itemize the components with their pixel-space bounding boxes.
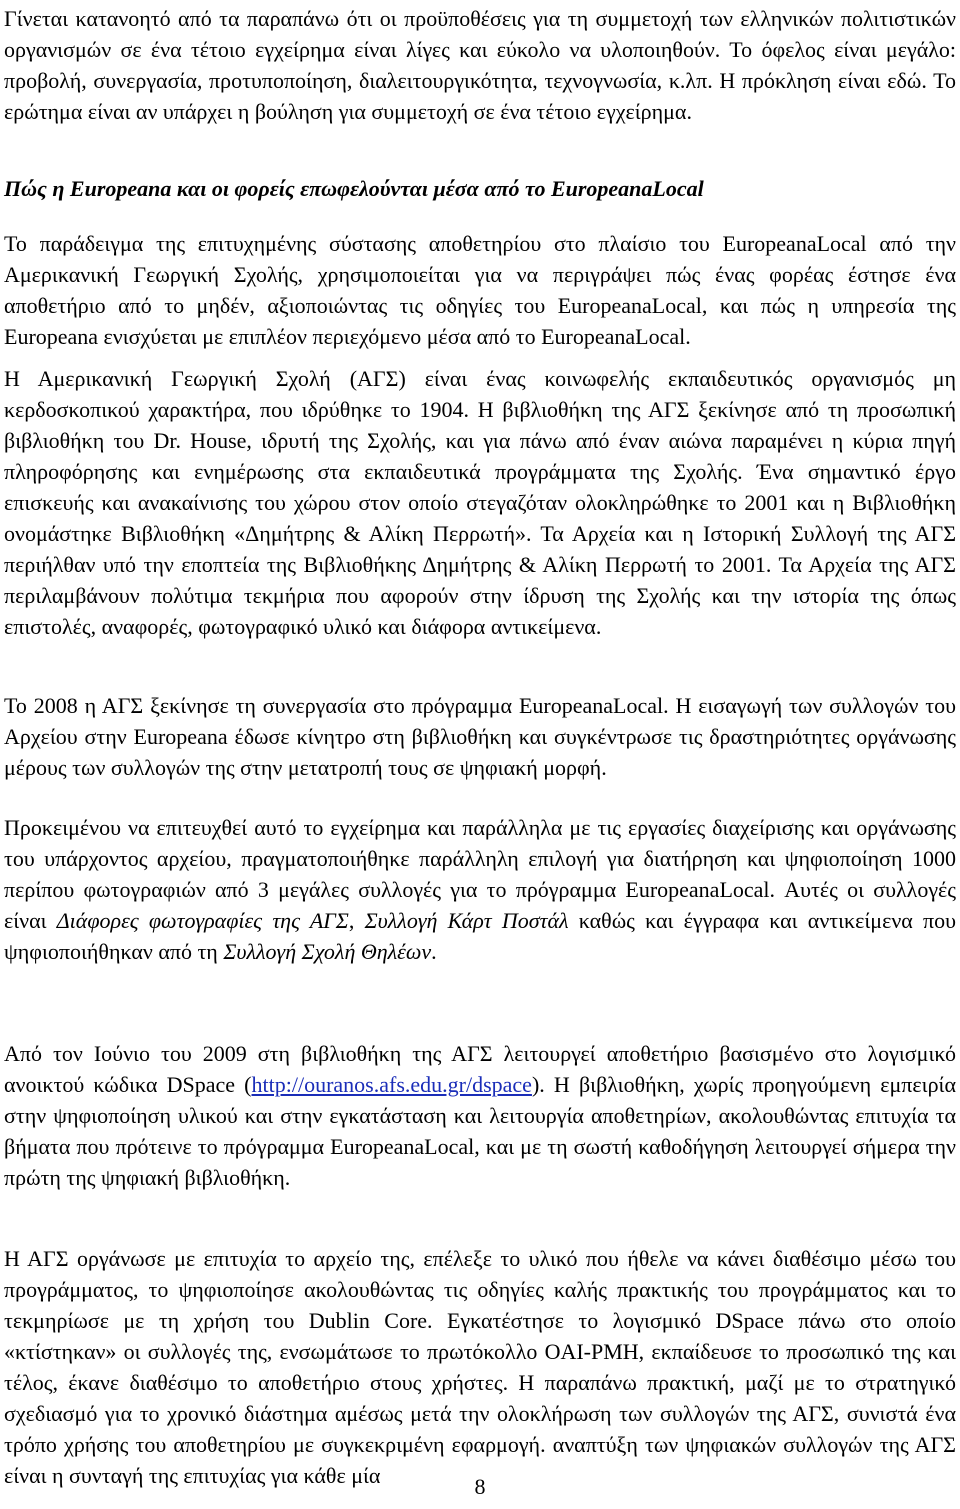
paragraph-6: Η ΑΓΣ οργάνωσε με επιτυχία το αρχείο της, επέλεξε το υλικό που ήθελε να κάνει διαθέσιμο μέσω του προγράμματος, το ψηφιοποίησε ακολουθώντας τις οδηγίες καλής πρακτικής του προγράμματος και το τεκμηρίωσε με τη χρήση του Dublin Core. Εγκατέστησε το λογισμικό DSpace πάνω στο οποίο «κτίστηκαν» οι συλλογές της, ενσωμάτωσε το πρωτόκολλο OAI-PMH, εκπαίδευσε το προσωπικό της και τέλος, έκανε διαθέσιμο το αποθετήριο στους χρήστες. Η παραπάνω πρακτική, μαζί με το στρατηγικό σχεδιασμό για το χρονικό διάστημα αμέσως μετά την ολοκλήρωση των συλλογών της ΑΓΣ, συνιστά ένα τρόπο χρήσης του αποθετηρίου με συγκεκριμένη εφαρμογή. αναπτύξη των ψηφιακών συλλογών της ΑΓΣ είναι η συνταγή της επιτυχίας για κάθε μία <box>4 1246 956 1488</box>
dspace-link[interactable]: http://ouranos.afs.edu.gr/dspace <box>251 1072 532 1097</box>
intro-paragraph: Γίνεται κατανοητό από τα παραπάνω ότι οι προϋποθέσεις για τη συμμετοχή των ελληνικών πολιτιστικών οργανισμών σε ένα τέτοιο εγχείρημα είναι λίγες και εύκολο να υλοποιηθούν. Το όφελος είναι μεγάλο: προβολή, συνεργασία, προτυποποίηση, διαλειτουργικότητα, τεχνογνωσία, κ.λπ. Η πρόκληση είναι εδώ. Το ερώτημα είναι αν υπάρχει η βούληση για συμμετοχή σε ένα τέτοιο εγχείρημα. <box>4 6 956 124</box>
collection-photos: Διάφορες φωτογραφίες της ΑΓΣ <box>56 908 349 933</box>
paragraph-3: Το 2008 η ΑΓΣ ξεκίνησε τη συνεργασία στο πρόγραμμα EuropeanaLocal. Η εισαγωγή των συλλογών του Αρχείου στην Europeana έδωσε κίνητρο στη βιβλιοθήκη και συγκέντρωσε τις δραστηριότητες οργάνωσης μέρους των συλλογών της στην μετατροπή τους σε ψηφιακή μορφή. <box>4 693 956 780</box>
paragraph-4-text-c: . <box>431 939 437 964</box>
page-number: 8 <box>474 1474 486 1499</box>
section-heading: Πώς η Europeana και οι φορείς επωφελούνται μέσα από το EuropeanaLocal <box>4 176 704 201</box>
paragraph-4 <box>4 812 956 967</box>
paragraph-4-text-b: καθώς και έγγραφα και αντικείμενα που ψηφιοποιήθηκαν από τη <box>4 908 956 964</box>
paragraph-4-text-a: Προκειμένου να επιτευχθεί αυτό το εγχείρημα και παράλληλα με τις εργασίες διαχείρισης και οργάνωσης του υπάρχοντος αρχείου, πραγματοποιήθηκε παράλληλη επιλογή για διατήρηση και ψηφιοποίηση 1000 περίπου φωτογραφιών από 3 μεγάλες συλλογές για το πρόγραμμα EuropeanaLocal. Αυτές οι συλλογές είναι <box>4 815 956 933</box>
collection-girls-school: Συλλογή Σχολή Θηλέων <box>223 939 432 964</box>
paragraph-5 <box>4 1038 956 1193</box>
paragraph-4-sep: , <box>348 908 365 933</box>
paragraph-1: Το παράδειγμα της επιτυχημένης σύστασης αποθετηρίου στο πλαίσιο του EuropeanaLocal από την Αμερικανική Γεωργική Σχολής, χρησιμοποιείται για να περιγράψει πώς ένας φορέας έστησε ένα αποθετήριο από το μηδέν, αξιοποιώντας τις οδηγίες του EuropeanaLocal, και πώς η υπηρεσία της Europeana ενισχύεται με επιπλέον περιεχόμενο μέσα από το EuropeanaLocal. <box>4 231 956 349</box>
paragraph-5-text-a: Από τον Ιούνιο του 2009 στη βιβλιοθήκη της ΑΓΣ λειτουργεί αποθετήριο βασισμένο στο λογισμικό ανοικτού κώδικα DSpace ( <box>4 1041 956 1097</box>
collection-postcards: Συλλογή Κάρτ Ποστάλ <box>364 908 569 933</box>
paragraph-5-text-b: ). Η βιβλιοθήκη, χωρίς προηγούμενη εμπειρία στην ψηφιοποίηση υλικού και στην εγκατάσταση και λειτουργία αποθετηρίων, ακολουθώντας επιτυχία τα βήματα που πρότεινε το πρόγραμμα EuropeanaLocal, και με τη σωστή καθοδήγηση λειτουργεί σήμερα την πρώτη της ψηφιακή βιβλιοθήκη. <box>4 1072 956 1190</box>
paragraph-2: Η Αμερικανική Γεωργική Σχολή (ΑΓΣ) είναι ένας κοινωφελής εκπαιδευτικός οργανισμός μη κερδοσκοπικού χαρακτήρα, που ιδρύθηκε το 1904. Η βιβλιοθήκη της ΑΓΣ ξεκίνησε από τη προσωπική βιβλιοθήκη του Dr. House, ιδρυτή της Σχολής, και για πάνω από έναν αιώνα παραμένει η κύρια πηγή πληροφόρησης και ενημέρωσης στα εκπαιδευτικά προγράμματα της Σχολής. Ένα σημαντικό έργο επισκευής και ανακαίνισης του χώρου στον οποίο στεγαζόταν ολοκληρώθηκε το 2001 και η Βιβλιοθήκη ονομάστηκε Βιβλιοθήκη «Δημήτρης & Αλίκη Περρωτή». Τα Αρχεία και η Ιστορική Συλλογή της ΑΓΣ περιήλθαν υπό την εποπτεία της Βιβλιοθήκης Δημήτρης & Αλίκη Περρωτή το 2001. Τα Αρχεία της ΑΓΣ περιλαμβάνουν πολύτιμα τεκμήρια που αφορούν στην ίδρυση της Σχολής και την ιστορία της όπως επιστολές, αναφορές, φωτογραφικό υλικό και διάφορα αντικείμενα. <box>4 366 956 639</box>
